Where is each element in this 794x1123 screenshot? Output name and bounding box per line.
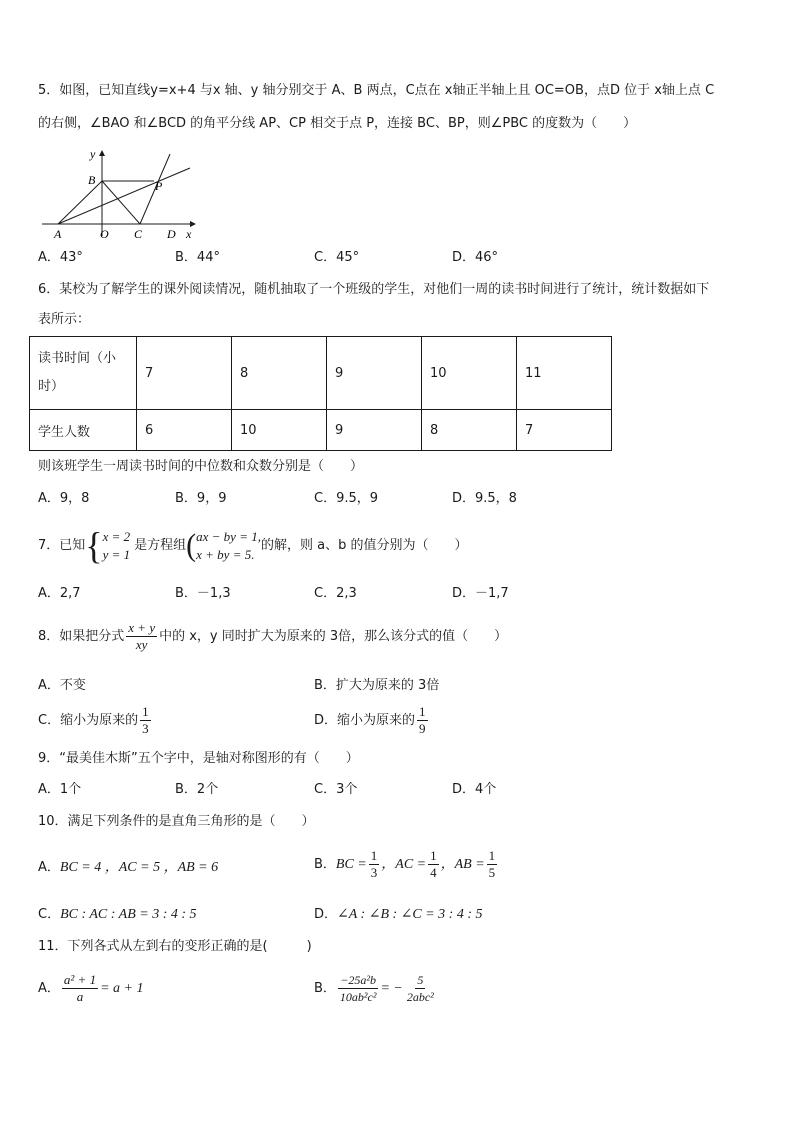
q8-option-d-text: D．缩小为原来的: [314, 712, 416, 728]
table-cell: 6: [137, 410, 232, 451]
q10-option-b-ab: ，AB =: [440, 856, 485, 872]
frac-num: 1: [419, 704, 426, 719]
q10-option-b-label: B．: [314, 856, 336, 872]
q8-option-a: A．不变: [38, 678, 86, 693]
fraction: [428, 848, 439, 881]
q11-option-b: [314, 972, 438, 1005]
q10-option-a-label: A．: [38, 860, 60, 875]
fig-label-D: D: [167, 227, 176, 240]
q7-sys2-eq1: ax − by = 1,: [196, 529, 261, 544]
q10-option-d: [314, 905, 483, 925]
table-row-label: 学生人数: [30, 410, 137, 451]
q7-sys1-eq2: y = 1: [102, 547, 131, 562]
table-cell: 11: [517, 337, 612, 410]
q7-option-c: C．2,3: [314, 586, 357, 601]
q8-frac-num: x + y: [128, 620, 156, 635]
q9-option-a: A．1个: [38, 782, 82, 797]
table-cell: 8: [422, 410, 517, 451]
q7-system-2: [196, 528, 261, 564]
q10-option-c-label: C．: [38, 907, 61, 922]
q7-system-1: [103, 528, 131, 564]
q10-option-a-math: BC = 4 ，AC = 5 ，AB = 6: [59, 860, 219, 875]
header-label-line1: 读书时间（小: [38, 351, 117, 366]
q10-option-c-math: BC : AC : AB = 3 : 4 : 5: [60, 907, 197, 922]
fig-label-O: O: [100, 227, 109, 240]
q8-option-c-fraction: [140, 704, 151, 737]
fig-label-B: B: [88, 173, 96, 187]
q5-option-b: B．44°: [175, 250, 220, 265]
fig-label-y: y: [90, 147, 96, 161]
q8-suffix: 中的 x，y 同时扩大为原来的 3倍，那么该分式的值（ ）: [159, 628, 508, 644]
q6-option-b: B．9，9: [175, 491, 227, 506]
q7-line: [38, 524, 467, 568]
q10-option-d-label: D．: [314, 907, 338, 922]
q5-option-d: D．46°: [452, 250, 499, 265]
q10-option-c: [38, 905, 197, 925]
q10-option-b: [314, 848, 499, 881]
q6-option-a: A．9，8: [38, 491, 90, 506]
table-cell: 10: [422, 337, 517, 410]
q11-option-b-label: B．: [314, 980, 336, 996]
frac-num: 5: [417, 973, 424, 987]
fraction: [62, 972, 98, 1005]
q8-line: [38, 620, 507, 653]
header-label-line2: 时）: [38, 379, 65, 394]
q10-option-a: [38, 858, 218, 878]
q6-question: 则该班学生一周读书时间的中位数和众数分别是（ ）: [38, 459, 364, 474]
table-row: [30, 410, 612, 451]
q10-option-d-math: ∠A : ∠B : ∠C = 3 : 4 : 5: [337, 907, 483, 922]
brace-icon: (: [186, 528, 197, 563]
q9-option-b: B．2个: [175, 782, 219, 797]
frac-den: 10ab²c²: [339, 990, 377, 1004]
q9-option-d: D．4个: [452, 782, 497, 797]
frac-num: −25a²b: [340, 973, 377, 987]
frac-num: 1: [430, 848, 437, 863]
fig-label-C: C: [134, 227, 143, 240]
fraction: [405, 972, 436, 1005]
q5-option-c: C．45°: [314, 250, 360, 265]
table-cell: 9: [327, 337, 422, 410]
brace-icon: {: [85, 525, 103, 567]
q11-line: 11．下列各式从左到右的变形正确的是( ): [38, 939, 312, 954]
frac-den: 3: [370, 865, 378, 880]
fraction: [338, 972, 379, 1005]
frac-den: 3: [142, 721, 149, 736]
fig-label-x: x: [186, 227, 192, 240]
table-row: [30, 337, 612, 410]
q8-fraction: [126, 620, 157, 653]
table-cell: 9: [327, 410, 422, 451]
table-cell: 7: [137, 337, 232, 410]
q8-option-c-text: C．缩小为原来的: [38, 712, 139, 728]
q5-option-a: A．43°: [38, 250, 83, 265]
frac-den: 5: [488, 865, 496, 880]
table-cell: 8: [232, 337, 327, 410]
q11-option-a-rhs: = a + 1: [100, 980, 144, 996]
q9-option-c: C．3个: [314, 782, 358, 797]
q7-option-b: B．－1,3: [175, 586, 231, 601]
q7-sys1-eq1: x = 2: [102, 529, 131, 544]
q6-option-d: D．9.5，8: [452, 491, 517, 506]
q8-option-d: [314, 704, 430, 737]
table-cell: 10: [232, 410, 327, 451]
fig-label-P: P: [155, 179, 163, 193]
table-cell: 7: [517, 410, 612, 451]
q8-option-c: [38, 704, 153, 737]
q10-line: 10．满足下列条件的是直角三角形的是（ ）: [38, 814, 315, 829]
q7-middle: 是方程组: [134, 538, 187, 553]
q11-option-a: [38, 972, 143, 1005]
fraction: [487, 848, 498, 881]
q7-option-d: D．－1,7: [452, 586, 509, 601]
q10-option-b-bc: BC =: [335, 856, 367, 872]
frac-num: 1: [370, 848, 378, 863]
q5-figure: [40, 146, 200, 240]
q8-option-b: B．扩大为原来的 3倍: [314, 678, 440, 693]
q9-line: 9．“最美佳木斯”五个字中，是轴对称图形的有（ ）: [38, 751, 359, 766]
q7-suffix: 的解，则 a、b 的值分别为（ ）: [260, 538, 468, 553]
q7-option-a: A．2,7: [38, 586, 81, 601]
q6-line1: 6．某校为了解学生的课外阅读情况，随机抽取了一个班级的学生，对他们一周的读书时间进行了统计，统计数据如下: [38, 282, 710, 297]
q8-option-d-fraction: [417, 704, 428, 737]
fig-label-A: A: [54, 227, 62, 240]
q10-option-b-ac: ，AC =: [381, 856, 427, 872]
table-header-cell: [30, 337, 137, 410]
frac-den: 9: [419, 721, 426, 736]
q5-line1: 5．如图，已知直线y=x+4 与x 轴、y 轴分别交于 A、B 两点，C点在 x轴正半轴上且 OC=OB，点D 位于 x轴上点 C: [38, 83, 715, 98]
frac-den: a: [76, 989, 84, 1004]
q5-line2: 的右侧，∠BAO 和∠BCD 的角平分线 AP、CP 相交于点 P，连接 BC、BP，则∠PBC 的度数为（ ）: [38, 116, 637, 131]
q6-option-c: C．9.5，9: [314, 491, 379, 506]
frac-den: 4: [430, 865, 437, 880]
q6-line2: 表所示：: [38, 312, 91, 327]
fraction: [369, 848, 380, 881]
frac-num: 1: [488, 848, 496, 863]
q11-option-a-label: A．: [38, 980, 60, 996]
frac-num: 1: [142, 704, 149, 719]
frac-num: a² + 1: [63, 972, 97, 987]
q8-prefix: 8．如果把分式: [38, 628, 125, 644]
q7-sys2-eq2: x + by = 5.: [196, 547, 255, 562]
q11-option-b-eq: = −: [380, 980, 403, 996]
q7-prefix: 7．已知: [38, 538, 86, 553]
frac-den: 2abc²: [406, 990, 434, 1004]
reading-time-table: [29, 336, 612, 451]
q8-frac-den: xy: [135, 637, 148, 652]
